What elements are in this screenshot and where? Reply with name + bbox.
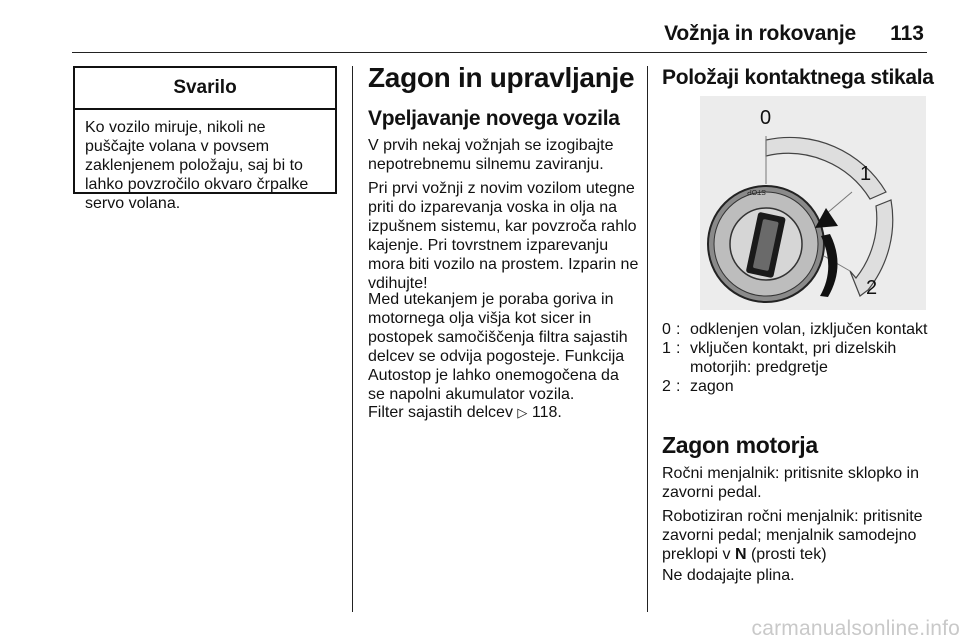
- warning-box: [73, 66, 337, 212]
- legend-key: 0: [662, 321, 671, 338]
- section-heading-drive: Zagon in upravljanje: [368, 62, 635, 93]
- figure-label-0: 0: [760, 107, 772, 129]
- legend-separator: :: [676, 321, 681, 338]
- legend-key: 1: [662, 340, 671, 357]
- ignition-switch-figure: [700, 96, 926, 310]
- section-heading-ignition: Položaji kontaktnega stikala: [662, 66, 934, 89]
- column-divider-left: [352, 66, 353, 612]
- paragraph-no-throttle: Ne dodajajte plina.: [662, 567, 795, 584]
- watermark: carmanualsonline.info: [751, 617, 960, 640]
- legend-key: 2: [662, 378, 671, 395]
- neutral-gear-symbol: N: [734, 546, 747, 563]
- legend-item: [662, 377, 932, 396]
- reference-arrow-icon: ▷: [517, 405, 528, 420]
- legend-description: odklenjen volan, izključen kontakt: [690, 321, 928, 338]
- paragraph-braking: V prvih nekaj vožnjah se izogibajte nepotrebnemu silnemu zaviranju.: [368, 137, 614, 173]
- paragraph-manual-transmission: Ročni menjalnik: pritisnite sklopko in zavorni pedal.: [662, 465, 919, 501]
- legend-description: zagon: [690, 378, 734, 395]
- paragraph-automated-transmission: [662, 507, 932, 564]
- legend-item: [662, 320, 932, 339]
- ignition-switch-illustration: [700, 96, 926, 310]
- page-header-title: Vožnja in rokovanje: [664, 22, 856, 45]
- filter-ref-text: Filter sajastih delcev: [368, 404, 513, 421]
- column-divider-right: [647, 66, 648, 612]
- neutral-gear-note: (prosti tek): [750, 546, 827, 563]
- section-heading-engine-start: Zagon motorja: [662, 432, 818, 458]
- legend-separator: :: [676, 340, 681, 357]
- figure-label-1: 1: [860, 163, 872, 185]
- subheading-new-vehicle: Vpeljavanje novega vozila: [368, 107, 620, 130]
- paragraph-first-drive: Pri prvi vožnji z novim vozilom utegne priti do izparevanja voska in olja na izpušnem sistemu, kar povzroča rahlo kajenje. Pri tovrstnem izparevanju mora biti vozilo na prostem. Izparin ne vdihujte!: [368, 180, 639, 292]
- legend-item: [662, 339, 932, 377]
- page-number: 113: [890, 22, 924, 45]
- figure-label-2: 2: [866, 277, 878, 299]
- legend-separator: :: [676, 378, 681, 395]
- filter-ref-page-link[interactable]: 118: [531, 404, 558, 421]
- warning-text: Ko vozilo miruje, nikoli ne puščajte volana v povsem zaklenjenem položaju, saj bi to lahko povzročilo okvaro črpalke servo volana.: [85, 119, 309, 212]
- automated-text: Robotiziran ročni menjalnik: pritisnite zavorni pedal; menjalnik samodejno preklopi v: [662, 508, 923, 563]
- stop-marking: STOP: [747, 188, 766, 195]
- header-rule: [72, 52, 927, 53]
- legend-description: vključen kontakt, pri dizelskih motorjih: predgretje: [690, 340, 897, 376]
- ignition-legend: [662, 320, 932, 396]
- paragraph-break-in: Med utekanjem je poraba goriva in motornega olja višja kot sicer in postopek samočiščenja filtra sajastih delcev se odvija pogosteje. Funkcija Autostop je lahko onemogočena da se napolni akumulator vozila.: [368, 291, 628, 403]
- warning-title: Svarilo: [75, 68, 335, 110]
- paragraph-filter-reference: Filter sajastih delcev ▷ 118.: [368, 404, 562, 421]
